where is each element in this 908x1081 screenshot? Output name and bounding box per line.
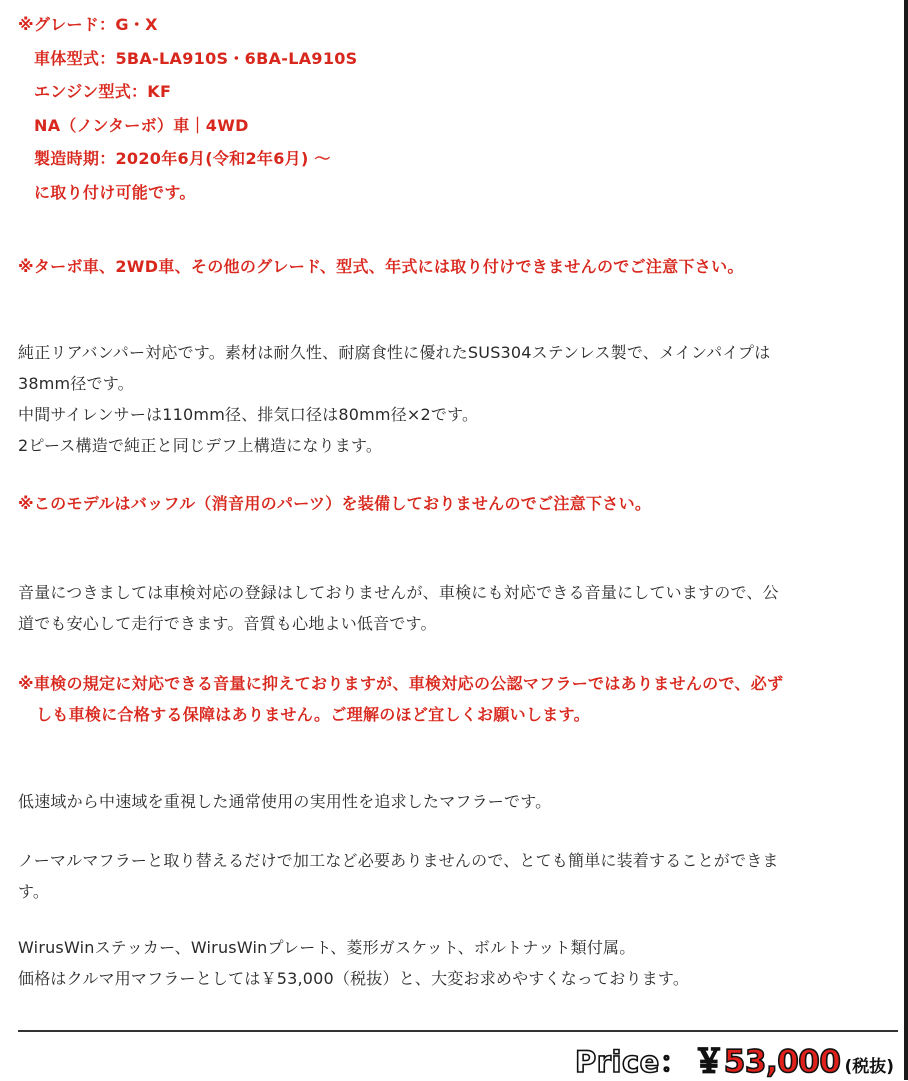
sound-line: 道でも安心して走行できます。音質も心地よい低音です。: [18, 614, 437, 633]
price-amount: ￥53,000: [693, 1044, 841, 1080]
install-line: ノーマルマフラーと取り替えるだけで加工など必要ありませんので、とても簡単に装着することができま: [18, 851, 779, 870]
sound-line: 音量につきましては車検対応の登録はしておりませんが、車検にも対応できる音量にしていますので、公: [18, 583, 779, 602]
inspection-warning-line: しも車検に合格する保障はありません。ご理解のほど宜しくお願いします。: [36, 705, 590, 724]
drivetrain-line: NA（ノンターボ）車｜4WD: [34, 115, 249, 135]
inspection-warning: [18, 668, 890, 730]
fitment-info: [18, 8, 358, 209]
price-banner: [574, 1036, 894, 1080]
price-tax-note: (税抜): [844, 1057, 894, 1077]
production-period-line: 製造時期：2020年6月(令和2年6月) 〜: [34, 149, 331, 168]
accessories-paragraph: [18, 932, 890, 994]
sound-paragraph: [18, 577, 890, 639]
install-line: す。: [18, 882, 50, 901]
install-paragraph: [18, 845, 890, 907]
accessories-line: WirusWinステッカー、WirusWinプレート、菱形ガスケット、ボルトナット類付属。: [18, 938, 636, 957]
spec-line: 2ピース構造で純正と同じデフ上構造になります。: [18, 436, 383, 455]
usage-paragraph: 低速域から中速域を重視した通常使用の実用性を追求したマフラーです。: [18, 792, 552, 811]
spec-line: 38mm径です。: [18, 374, 134, 393]
spec-line: 純正リアバンパー対応です。素材は耐久性、耐腐食性に優れたSUS304ステンレス製で、メインパイプは: [18, 343, 771, 362]
fitment-warning: ※ターボ車、2WD車、その他のグレード、型式、年式には取り付けできませんのでご注意下さい。: [18, 257, 744, 276]
price-label: Price：: [574, 1045, 690, 1079]
engine-model-line: エンジン型式：KF: [34, 82, 172, 101]
baffle-warning: ※このモデルはバッフル（消音用のパーツ）を装備しておりませんのでご注意下さい。: [18, 494, 652, 513]
inspection-warning-line: ※車検の規定に対応できる音量に抑えておりますが、車検対応の公認マフラーではありませんので、必ず: [18, 674, 784, 693]
chassis-model-line: 車体型式：5BA-LA910S・6BA-LA910S: [34, 48, 358, 68]
divider: [18, 1030, 898, 1032]
spec-paragraph: [18, 337, 890, 461]
fitment-note-line: に取り付け可能です。: [34, 182, 196, 202]
grade-line: ※グレード：G・X: [18, 15, 158, 34]
accessories-line: 価格はクルマ用マフラーとしては￥53,000（税抜）と、大変お求めやすくなっております。: [18, 969, 690, 988]
spec-line: 中間サイレンサーは110mm径、排気口径は80mm径×2です。: [18, 405, 479, 424]
